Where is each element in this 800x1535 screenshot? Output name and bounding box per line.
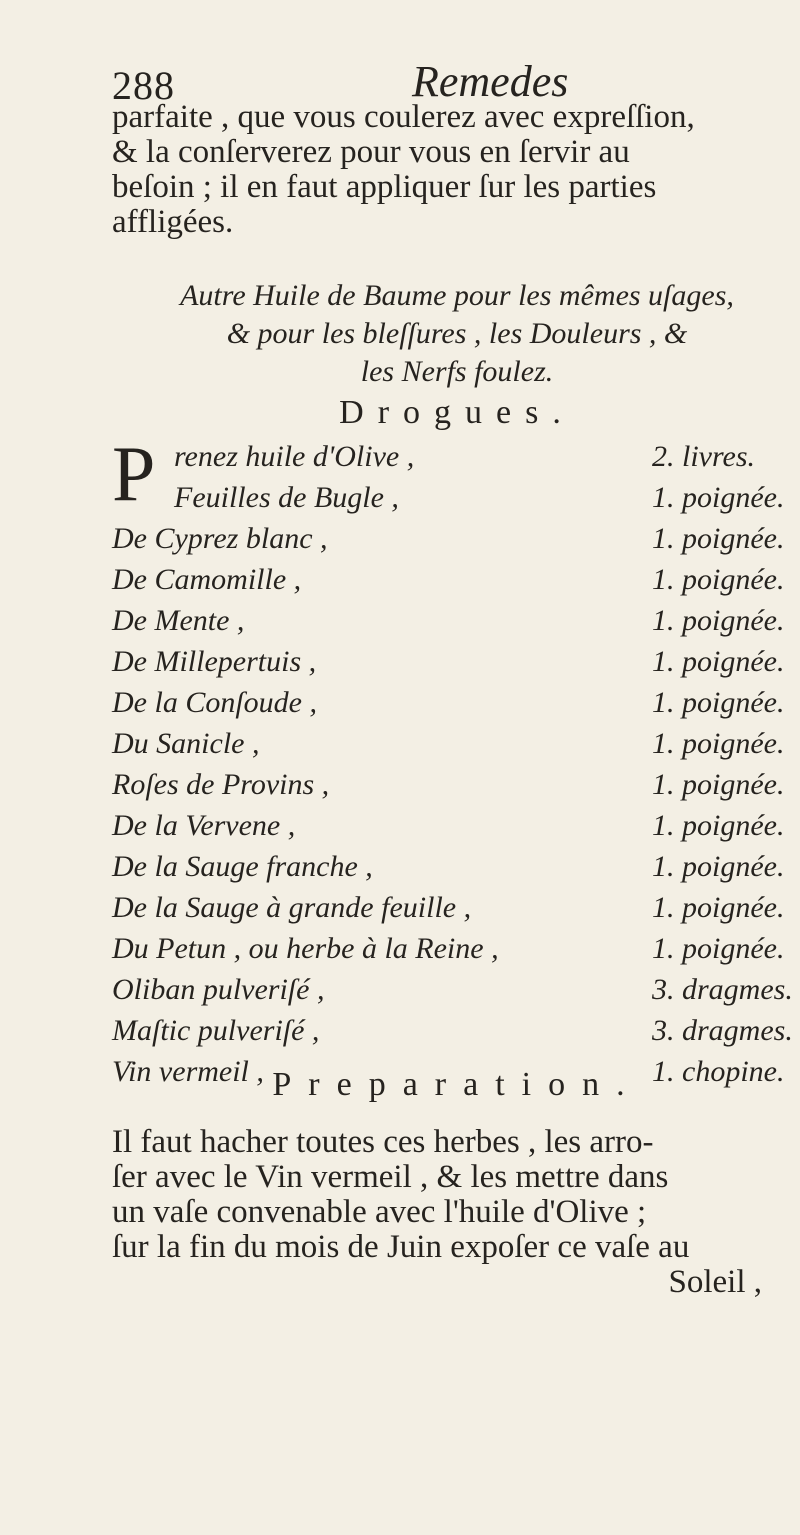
title-line: les Nerfs foulez. [360,355,554,388]
paragraph-intro [112,100,800,240]
section-heading-preparation: Preparation. [272,1066,642,1103]
ingredient-quantity: 2. livres. [652,440,756,473]
ingredient-row [112,1014,800,1055]
ingredient-quantity: 1. chopine. [652,1055,785,1088]
ingredient-name: Feuilles de Bugle , [174,481,399,514]
text-line: Soleil , [668,1264,762,1300]
ingredient-quantity: 1. poignée. [652,809,785,842]
text-line: affligées. [112,204,234,240]
ingredient-name: De Mente , [112,604,245,637]
text-line: ſur la fin du mois de Juin expoſer ce vaſe au [112,1229,690,1265]
ingredient-name: Oliban pulveriſé , [112,973,325,1006]
text-line: ſer avec le Vin vermeil , & les mettre dans [112,1159,669,1195]
ingredient-row [112,481,800,522]
text-line: parfaite , que vous coulerez avec expreſſion, [112,99,695,135]
ingredient-name: De la Sauge franche , [112,850,373,883]
running-head: Remedes [412,57,569,106]
ingredient-name: Roſes de Provins , [112,768,330,801]
ingredient-name: Du Sanicle , [112,727,260,760]
ingredient-row [112,809,800,850]
page-number: 288 [112,63,175,108]
ingredient-name: Du Petun , ou herbe à la Reine , [112,932,499,965]
ingredient-row [112,932,800,973]
section-heading-drogues: Drogues. [339,394,575,431]
ingredient-row [112,727,800,768]
ingredient-quantity: 1. poignée. [652,563,785,596]
ingredient-quantity: 1. poignée. [652,481,785,514]
ingredient-quantity: 3. dragmes. [652,1014,793,1047]
ingredient-row [112,768,800,809]
ingredient-row [112,850,800,891]
ingredient-row [112,522,800,563]
ingredient-quantity: 1. poignée. [652,932,785,965]
ingredient-name: De Camomille , [112,563,302,596]
ingredient-quantity: 1. poignée. [652,604,785,637]
ingredient-row [112,973,800,1014]
text-line: & la conſerverez pour vous en ſervir au [112,134,630,170]
ingredient-quantity: 1. poignée. [652,727,785,760]
paragraph-preparation [112,1125,800,1300]
ingredient-quantity: 1. poignée. [652,768,785,801]
text-line: un vaſe convenable avec l'huile d'Olive ; [112,1194,647,1230]
text-line: beſoin ; il en faut appliquer ſur les parties [112,169,657,205]
ingredient-row [112,563,800,604]
ingredient-quantity: 1. poignée. [652,686,785,719]
recipe-title [112,277,800,391]
ingredient-name: Maſtic pulveriſé , [112,1014,320,1047]
ingredient-name: De la Sauge à grande feuille , [112,891,472,924]
ingredient-name: De Millepertuis , [112,645,317,678]
ingredient-row [112,891,800,932]
ingredient-row [112,645,800,686]
ingredient-row [112,686,800,727]
ingredient-name: renez huile d'Olive , [174,440,415,473]
ingredient-quantity: 1. poignée. [652,850,785,883]
ingredient-name: De la Vervene , [112,809,296,842]
text-line: Il faut hacher toutes ces herbes , les arro- [112,1124,654,1160]
drop-cap: P [112,430,156,517]
ingredient-list [112,430,800,1096]
ingredient-quantity: 1. poignée. [652,522,785,555]
ingredient-quantity: 3. dragmes. [652,973,793,1006]
ingredient-quantity: 1. poignée. [652,645,785,678]
title-line: & pour les bleſſures , les Douleurs , & [226,317,688,350]
ingredient-quantity: 1. poignée. [652,891,785,924]
ingredient-name: De la Conſoude , [112,686,317,719]
ingredient-name: De Cyprez blanc , [112,522,328,555]
ingredient-name: Vin vermeil , [112,1055,264,1088]
title-line: Autre Huile de Baume pour les mêmes uſages, [180,279,734,312]
ingredient-row [112,604,800,645]
